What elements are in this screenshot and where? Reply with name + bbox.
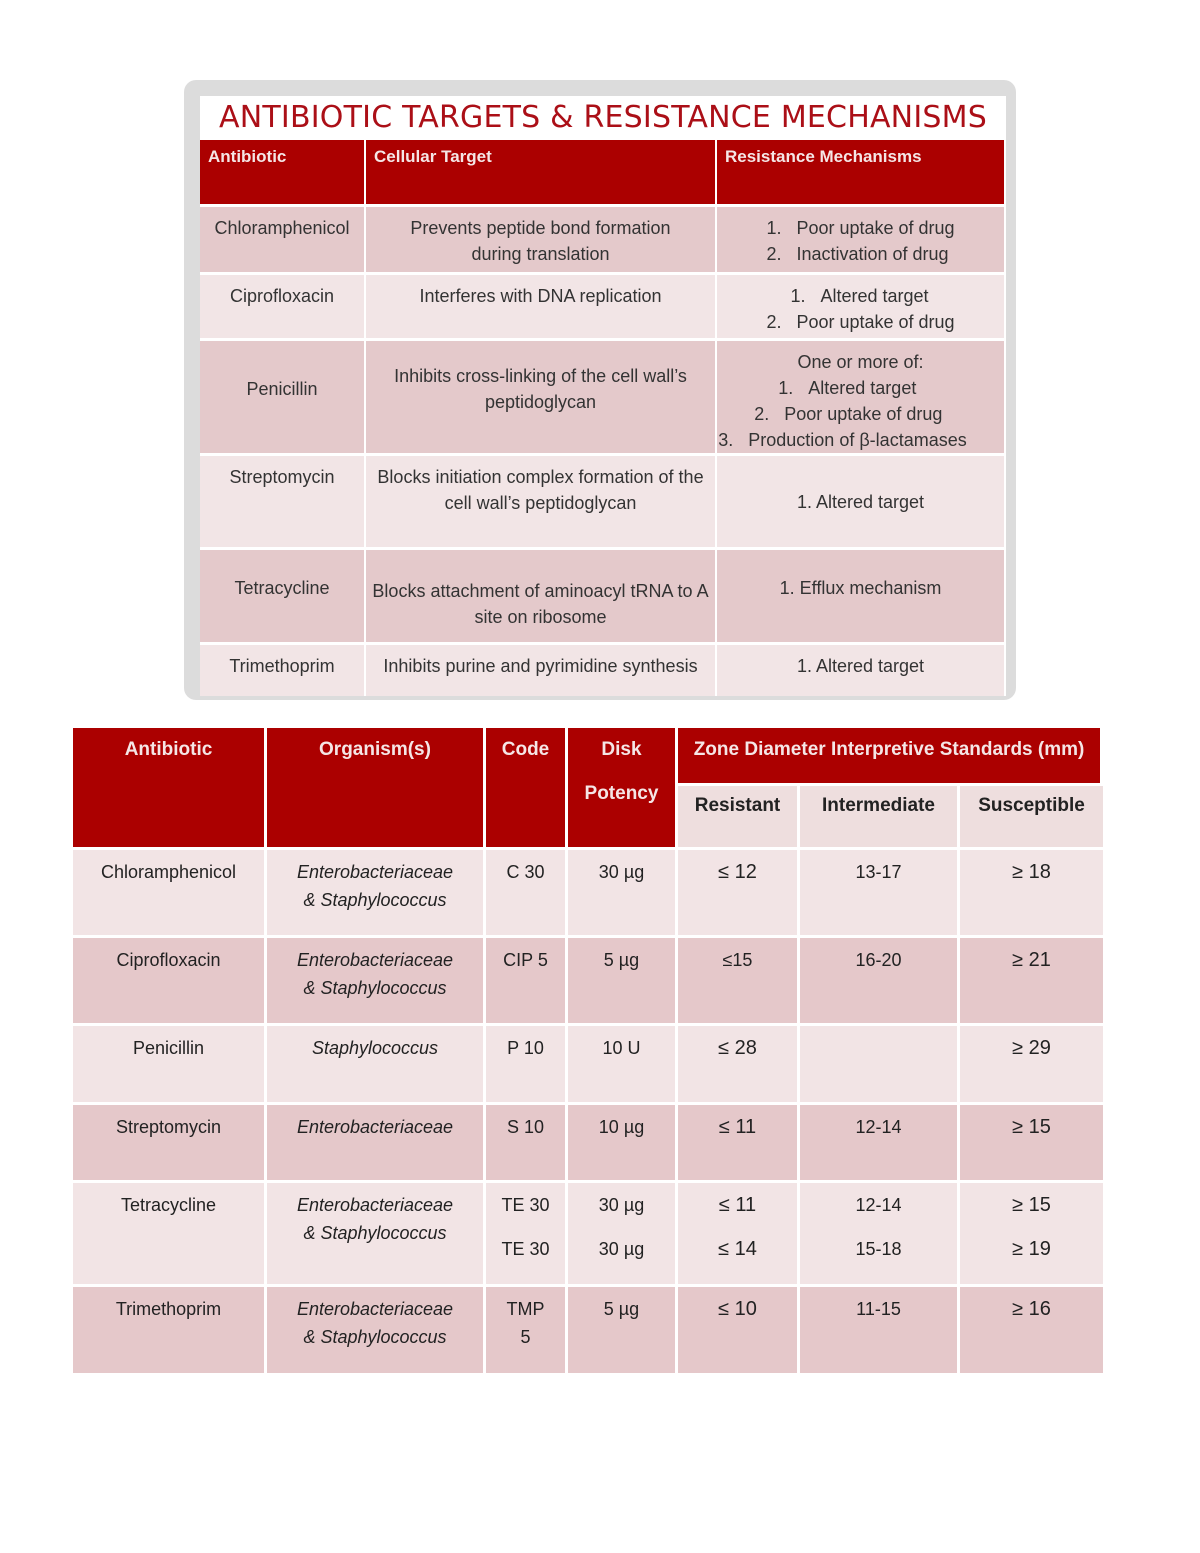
organism-cell: Enterobacteriaceae (267, 1105, 486, 1183)
table-row (73, 1287, 1103, 1373)
table-row (200, 456, 1006, 550)
organism-line: & Staphylococcus (303, 1223, 447, 1243)
header-resistant: Resistant (678, 786, 800, 850)
mechanism-number: 2. (766, 312, 782, 332)
target-cell: Interferes with DNA replication (366, 275, 717, 341)
organism-line: & Staphylococcus (303, 978, 447, 998)
antibiotic-cell: Chloramphenicol (200, 207, 366, 275)
antibiotic-cell: Trimethoprim (200, 645, 366, 696)
header-susceptible: Susceptible (960, 786, 1103, 850)
organism-line: & Staphylococcus (303, 1327, 447, 1347)
organism-line: Enterobacteriaceae (296, 1195, 454, 1215)
header-antibiotic: Antibiotic (200, 140, 366, 207)
potency-cell: 5 µg (568, 1287, 678, 1373)
target-cell: Inhibits cross-linking of the cell wall’s peptidoglycan (366, 341, 717, 456)
code-line: 5 (520, 1327, 531, 1347)
antibiotic-cell: Penicillin (73, 1026, 267, 1105)
antibiotic-cell: Ciprofloxacin (200, 275, 366, 341)
resistant-cell (678, 1183, 800, 1287)
resistant-cell: ≤ 28 (678, 1026, 800, 1105)
code-line: TMP (506, 1299, 545, 1319)
target-cell: Blocks attachment of aminoacyl tRNA to A site on ribosome (366, 550, 717, 645)
mechanism-text: Poor uptake of drug (796, 218, 955, 238)
header-disk: Disk (601, 739, 642, 760)
code-cell: P 10 (486, 1026, 568, 1105)
mechanism-number: 1. (790, 286, 806, 306)
antibiotic-cell: Streptomycin (200, 456, 366, 550)
mechanism-text: Poor uptake of drug (784, 404, 943, 424)
mechanism-cell: 1. Altered target (717, 456, 1006, 550)
mechanism-text: Production of β-lactamases (748, 430, 967, 450)
susceptible-cell: ≥ 18 (960, 850, 1103, 938)
antibiotic-cell: Penicillin (200, 341, 366, 456)
mechanism-cell: 1. Efflux mechanism (717, 550, 1006, 645)
code-cell: CIP 5 (486, 938, 568, 1026)
organism-cell (267, 1287, 486, 1373)
header-potency: Potency (584, 783, 659, 804)
mechanism-cell (717, 275, 1006, 341)
organism-line: & Staphylococcus (303, 890, 447, 910)
table-row (73, 1183, 1103, 1287)
mechanism-cell: 1. Altered target (717, 645, 1006, 696)
code-cell (486, 1287, 568, 1373)
susceptible-cell: ≥ 16 (960, 1287, 1103, 1373)
intermediate-cell: 16-20 (800, 938, 960, 1026)
mechanism-number: 2. (766, 244, 782, 264)
organism-cell (267, 938, 486, 1026)
potency-cell (568, 1183, 678, 1287)
mechanism-text: Altered target (820, 286, 929, 306)
antibiotic-cell: Trimethoprim (73, 1287, 267, 1373)
intermediate-cell (800, 1026, 960, 1105)
mechanism-text: Inactivation of drug (796, 244, 949, 264)
antibiotic-targets-card (184, 80, 1016, 700)
potency-cell: 5 µg (568, 938, 678, 1026)
mechanism-cell (717, 207, 1006, 275)
potency-cell: 10 µg (568, 1105, 678, 1183)
mechanism-number: 2. (754, 404, 770, 424)
code-cell: C 30 (486, 850, 568, 938)
table-row (200, 645, 1006, 696)
code-line: TE 30 (501, 1239, 550, 1259)
header-intermediate: Intermediate (800, 786, 960, 850)
table-row (200, 275, 1006, 341)
target-cell: Blocks initiation complex formation of the cell wall’s peptidoglycan (366, 456, 717, 550)
header-zone-diameter: Zone Diameter Interpretive Standards (mm) (678, 728, 1103, 786)
target-cell: Prevents peptide bond formation during translation (366, 207, 717, 275)
antibiotic-cell: Ciprofloxacin (73, 938, 267, 1026)
mechanism-number: 1. (778, 378, 794, 398)
antibiotic-cell: Tetracycline (73, 1183, 267, 1287)
resistant-cell: ≤ 12 (678, 850, 800, 938)
intermediate-cell: 13-17 (800, 850, 960, 938)
intermediate-line: 12-14 (855, 1195, 902, 1215)
targets-table (200, 140, 1006, 696)
susceptible-cell (960, 1183, 1103, 1287)
organism-cell: Staphylococcus (267, 1026, 486, 1105)
target-cell: Inhibits purine and pyrimidine synthesis (366, 645, 717, 696)
card-title: ANTIBIOTIC TARGETS & RESISTANCE MECHANISMS (219, 100, 987, 135)
resistant-cell: ≤ 11 (678, 1105, 800, 1183)
susceptible-line: ≥ 15 (1012, 1194, 1051, 1216)
code-line: TE 30 (501, 1195, 550, 1215)
table-row (200, 207, 1006, 275)
potency-line: 30 µg (598, 1195, 645, 1215)
antibiotic-cell: Streptomycin (73, 1105, 267, 1183)
resistant-cell: ≤15 (678, 938, 800, 1026)
header-antibiotic: Antibiotic (73, 728, 267, 850)
antibiotic-cell: Tetracycline (200, 550, 366, 645)
mechanism-text: Altered target (808, 378, 917, 398)
mechanism-text: Poor uptake of drug (796, 312, 955, 332)
mechanism-cell (717, 341, 1006, 456)
potency-cell: 30 µg (568, 850, 678, 938)
table-row (73, 1026, 1103, 1105)
organism-cell (267, 1183, 486, 1287)
mechanism-number: 1. (766, 218, 782, 238)
header-resistance-mechanisms: Resistance Mechanisms (717, 140, 1006, 207)
resistant-line: ≤ 11 (718, 1194, 757, 1216)
organism-line: Enterobacteriaceae (296, 1299, 454, 1319)
potency-cell: 10 U (568, 1026, 678, 1105)
table-row (73, 1105, 1103, 1183)
resistant-line: ≤ 14 (718, 1238, 757, 1260)
organism-cell (267, 850, 486, 938)
organism-line: Enterobacteriaceae (296, 950, 454, 970)
code-cell: S 10 (486, 1105, 568, 1183)
table-row (73, 850, 1103, 938)
mechanism-number: 3. (718, 430, 734, 450)
header-cellular-target: Cellular Target (366, 140, 717, 207)
resistant-cell: ≤ 10 (678, 1287, 800, 1373)
table-row (200, 550, 1006, 645)
antibiotic-cell: Chloramphenicol (73, 850, 267, 938)
susceptible-cell: ≥ 29 (960, 1026, 1103, 1105)
antibiotic-targets-card-inner (200, 96, 1006, 696)
header-code: Code (486, 728, 568, 850)
potency-line: 30 µg (598, 1239, 645, 1259)
intermediate-cell (800, 1183, 960, 1287)
mechanism-intro: One or more of: (797, 352, 924, 372)
susceptible-cell: ≥ 15 (960, 1105, 1103, 1183)
header-organisms: Organism(s) (267, 728, 486, 850)
organism-line: Enterobacteriaceae (296, 862, 454, 882)
intermediate-line: 15-18 (855, 1239, 902, 1259)
code-cell (486, 1183, 568, 1287)
intermediate-cell: 12-14 (800, 1105, 960, 1183)
header-disk-potency (568, 728, 678, 850)
susceptible-line: ≥ 19 (1012, 1238, 1051, 1260)
susceptible-cell: ≥ 21 (960, 938, 1103, 1026)
intermediate-cell: 11-15 (800, 1287, 960, 1373)
table-row (200, 341, 1006, 456)
table-row (73, 938, 1103, 1026)
zone-diameter-table (73, 728, 1103, 1373)
